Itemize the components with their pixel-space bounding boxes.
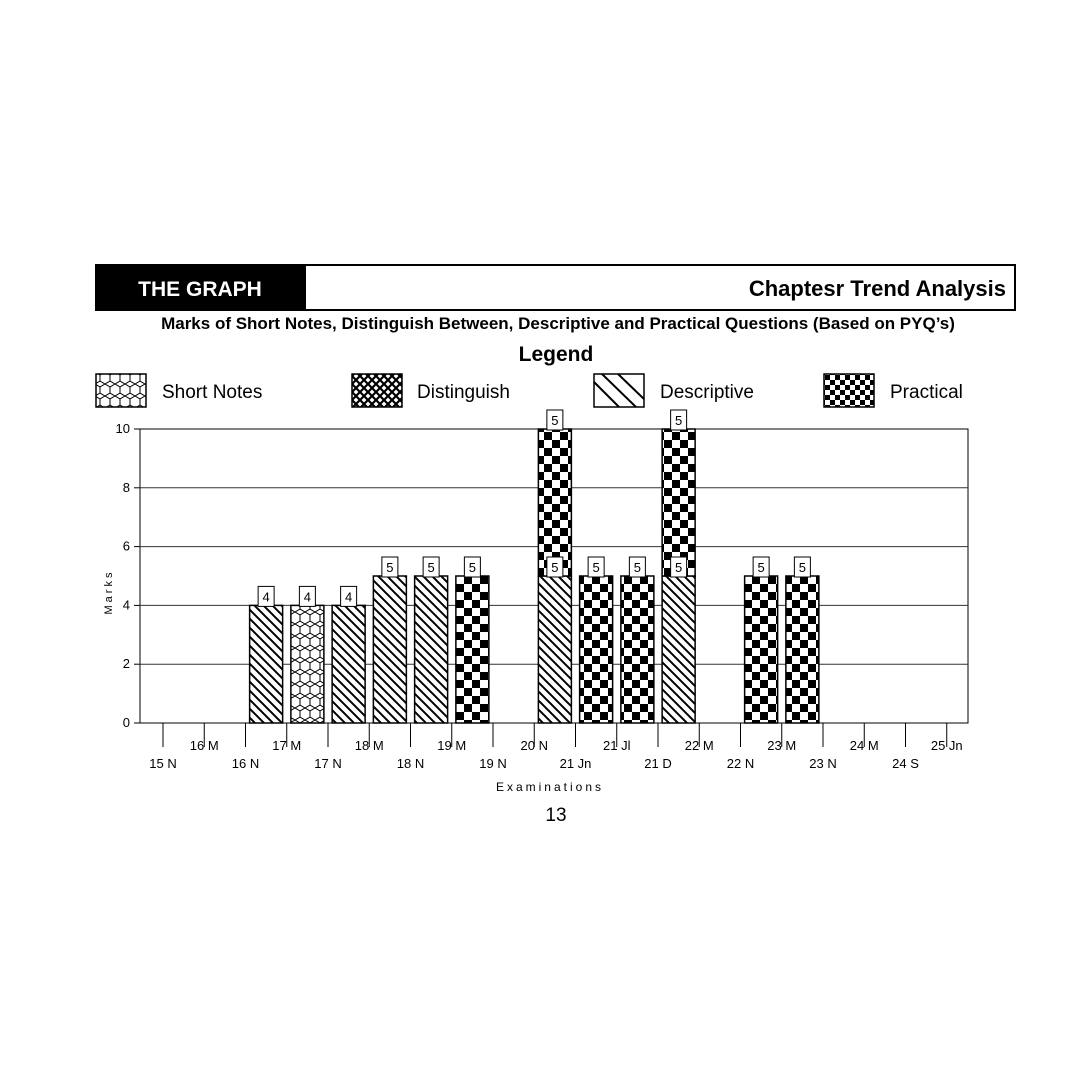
y-tick-label: 0 <box>122 715 130 730</box>
x-tick-label: 25 Jn <box>930 738 963 753</box>
x-tick-label: 15 N <box>149 756 177 771</box>
x-tick-label: 22 M <box>684 738 714 753</box>
data-label: 5 <box>551 413 559 428</box>
bar-descriptive <box>662 576 695 723</box>
x-tick-label: 23 N <box>809 756 837 771</box>
data-label: 5 <box>592 560 600 575</box>
bar-descriptive <box>415 576 448 723</box>
legend-swatch-practical <box>824 374 874 407</box>
y-tick-label: 8 <box>122 479 130 495</box>
x-tick-label: 19 N <box>479 756 507 771</box>
header-badge: THE GRAPH <box>138 278 262 301</box>
x-tick-label: 20 N <box>520 738 548 753</box>
x-tick-label: 16 M <box>189 738 219 753</box>
legend-swatch-short-notes <box>96 374 146 407</box>
x-axis <box>149 723 962 771</box>
data-label: 5 <box>427 560 435 575</box>
bar-practical <box>745 576 778 723</box>
x-tick-label: 21 Jn <box>559 756 592 771</box>
data-label: 5 <box>675 413 683 428</box>
x-tick-label: 16 N <box>231 756 260 771</box>
bar-practical <box>538 429 571 576</box>
x-tick-label: 24 S <box>892 756 919 771</box>
legend-label-practical: Practical <box>890 382 963 403</box>
bar-practical <box>621 576 654 723</box>
bar-descriptive <box>332 605 365 723</box>
y-tick-label: 6 <box>122 538 130 554</box>
bar-practical <box>456 576 489 723</box>
y-axis <box>116 421 140 730</box>
x-tick-label: 21 Jl <box>603 738 631 753</box>
x-tick-label: 22 N <box>726 756 755 771</box>
page-number: 13 <box>545 805 567 826</box>
x-tick-label: 17 M <box>272 738 302 753</box>
data-label: 5 <box>757 560 765 575</box>
legend-label-short-notes: Short Notes <box>162 382 263 403</box>
bar-descriptive <box>373 576 406 723</box>
header-title: Chaptesr Trend Analysis <box>748 276 1006 301</box>
bar-practical <box>662 429 695 576</box>
x-axis-label: Examinations <box>495 780 605 794</box>
x-tick-label: 18 N <box>396 756 425 771</box>
x-tick-label: 23 M <box>767 738 797 753</box>
x-tick-label: 19 M <box>437 738 467 753</box>
legend-label-descriptive: Descriptive <box>660 382 754 403</box>
y-tick-label: 4 <box>122 597 130 613</box>
bar-practical <box>580 576 613 723</box>
bar-practical <box>786 576 819 723</box>
y-tick-label: 2 <box>122 656 130 672</box>
y-tick-label: 10 <box>115 421 130 436</box>
legend-item-practical <box>824 374 963 407</box>
bar-short_notes <box>291 605 324 723</box>
y-axis-label: Marks <box>103 569 115 615</box>
plot-area <box>116 410 968 771</box>
legend-item-distinguish <box>352 374 510 407</box>
legend-swatch-distinguish <box>352 374 402 407</box>
bar-descriptive <box>250 605 283 723</box>
data-label: 5 <box>551 560 559 575</box>
x-tick-label: 17 N <box>314 756 342 771</box>
legend-title: Legend <box>518 343 594 366</box>
x-tick-label: 18 M <box>354 738 384 753</box>
x-tick-label: 21 D <box>644 756 672 771</box>
data-label: 5 <box>798 560 806 575</box>
chart-subtitle: Marks of Short Notes, Distinguish Between, Descriptive and Practical Questions (Based on PYQ’s) <box>161 314 955 333</box>
x-tick-label: 24 M <box>849 738 879 753</box>
data-label: 4 <box>262 589 270 605</box>
data-label: 5 <box>675 560 683 575</box>
data-label: 4 <box>345 589 353 605</box>
data-label: 5 <box>468 560 476 575</box>
data-label: 5 <box>386 560 394 575</box>
header <box>96 265 1015 310</box>
data-label: 5 <box>633 560 641 575</box>
legend-label-distinguish: Distinguish <box>417 382 510 403</box>
data-label: 4 <box>303 589 311 605</box>
bar-descriptive <box>538 576 571 723</box>
legend <box>96 374 963 407</box>
legend-item-short-notes <box>96 374 262 407</box>
legend-item-descriptive <box>594 374 754 407</box>
